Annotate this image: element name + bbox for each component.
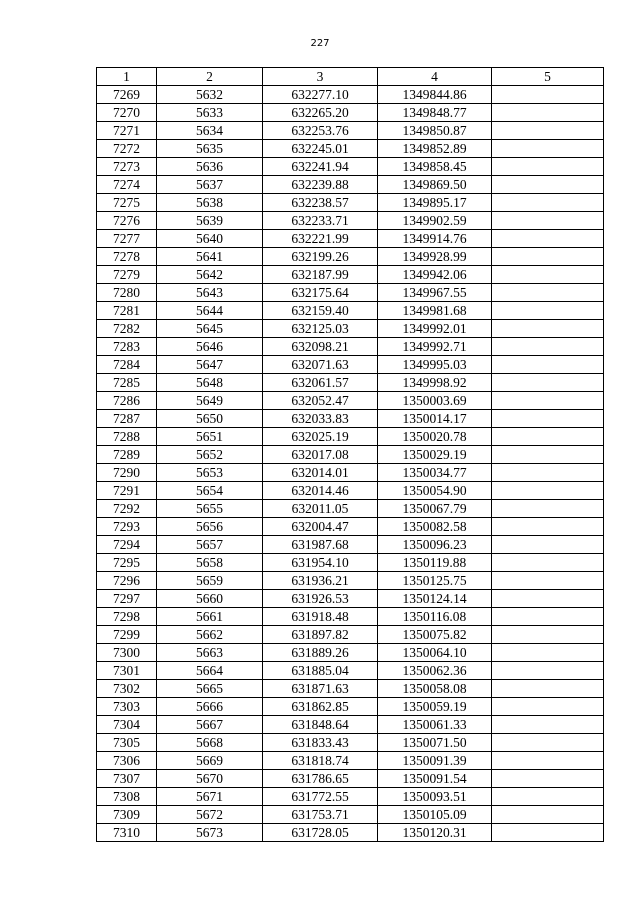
- table-cell-col-1: 7307: [97, 770, 157, 788]
- table-cell-col-1: 7305: [97, 734, 157, 752]
- table-row: [97, 500, 604, 518]
- table-cell-col-3: 631786.65: [263, 770, 378, 788]
- table-cell-col-4: 1350064.10: [378, 644, 492, 662]
- table-cell-col-1: 7306: [97, 752, 157, 770]
- table-cell-col-5: [492, 266, 604, 284]
- table-cell-col-1: 7292: [97, 500, 157, 518]
- table-cell-col-5: [492, 176, 604, 194]
- table-cell-col-4: 1350091.39: [378, 752, 492, 770]
- table-cell-col-4: 1350120.31: [378, 824, 492, 842]
- table-cell-col-2: 5654: [157, 482, 263, 500]
- table-cell-col-1: 7293: [97, 518, 157, 536]
- table-cell-col-3: 631936.21: [263, 572, 378, 590]
- table-row: [97, 248, 604, 266]
- table-cell-col-2: 5632: [157, 86, 263, 104]
- table-cell-col-2: 5647: [157, 356, 263, 374]
- table-cell-col-1: 7290: [97, 464, 157, 482]
- table-cell-col-3: 632098.21: [263, 338, 378, 356]
- table-cell-col-4: 1349992.71: [378, 338, 492, 356]
- table-row: [97, 806, 604, 824]
- table-cell-col-5: [492, 194, 604, 212]
- table-cell-col-3: 631871.63: [263, 680, 378, 698]
- table-cell-col-2: 5649: [157, 392, 263, 410]
- table-cell-col-1: 7274: [97, 176, 157, 194]
- table-cell-col-3: 632238.57: [263, 194, 378, 212]
- column-header-2: 2: [157, 68, 263, 86]
- table-cell-col-5: [492, 248, 604, 266]
- table-cell-col-5: [492, 302, 604, 320]
- table-cell-col-1: 7299: [97, 626, 157, 644]
- table-cell-col-2: 5639: [157, 212, 263, 230]
- table-row: [97, 320, 604, 338]
- table-cell-col-5: [492, 356, 604, 374]
- table-cell-col-5: [492, 392, 604, 410]
- table-cell-col-1: 7269: [97, 86, 157, 104]
- table-cell-col-4: 1349928.99: [378, 248, 492, 266]
- table-cell-col-2: 5643: [157, 284, 263, 302]
- table-cell-col-3: 631818.74: [263, 752, 378, 770]
- table-row: [97, 464, 604, 482]
- table-cell-col-5: [492, 428, 604, 446]
- table-row: [97, 590, 604, 608]
- table-cell-col-1: 7298: [97, 608, 157, 626]
- table-cell-col-2: 5653: [157, 464, 263, 482]
- table-cell-col-3: 632221.99: [263, 230, 378, 248]
- table-cell-col-4: 1350119.88: [378, 554, 492, 572]
- table-cell-col-5: [492, 122, 604, 140]
- table-cell-col-1: 7302: [97, 680, 157, 698]
- table-cell-col-2: 5665: [157, 680, 263, 698]
- table-cell-col-5: [492, 590, 604, 608]
- table-cell-col-3: 632199.26: [263, 248, 378, 266]
- table-cell-col-5: [492, 752, 604, 770]
- table-cell-col-1: 7279: [97, 266, 157, 284]
- table-cell-col-5: [492, 284, 604, 302]
- table-cell-col-2: 5667: [157, 716, 263, 734]
- table-cell-col-5: [492, 230, 604, 248]
- table-cell-col-4: 1349902.59: [378, 212, 492, 230]
- table-cell-col-3: 631728.05: [263, 824, 378, 842]
- table-cell-col-3: 632277.10: [263, 86, 378, 104]
- table-row: [97, 194, 604, 212]
- table-cell-col-3: 632004.47: [263, 518, 378, 536]
- table-cell-col-1: 7295: [97, 554, 157, 572]
- table-cell-col-2: 5669: [157, 752, 263, 770]
- table-cell-col-5: [492, 716, 604, 734]
- table-cell-col-5: [492, 536, 604, 554]
- table-cell-col-3: 632241.94: [263, 158, 378, 176]
- table-cell-col-1: 7297: [97, 590, 157, 608]
- table-cell-col-1: 7304: [97, 716, 157, 734]
- table-row: [97, 698, 604, 716]
- table-cell-col-5: [492, 518, 604, 536]
- table-header: [97, 68, 604, 86]
- table-cell-col-2: 5658: [157, 554, 263, 572]
- table-row: [97, 752, 604, 770]
- table-cell-col-5: [492, 572, 604, 590]
- table-cell-col-2: 5638: [157, 194, 263, 212]
- table-row: [97, 356, 604, 374]
- table-cell-col-4: 1349942.06: [378, 266, 492, 284]
- table-cell-col-4: 1349844.86: [378, 86, 492, 104]
- table-cell-col-4: 1350082.58: [378, 518, 492, 536]
- table-cell-col-5: [492, 104, 604, 122]
- table-cell-col-2: 5636: [157, 158, 263, 176]
- table-cell-col-3: 632033.83: [263, 410, 378, 428]
- table-row: [97, 392, 604, 410]
- column-header-3: 3: [263, 68, 378, 86]
- table-cell-col-2: 5670: [157, 770, 263, 788]
- table-cell-col-5: [492, 86, 604, 104]
- table-cell-col-2: 5644: [157, 302, 263, 320]
- table-cell-col-4: 1349981.68: [378, 302, 492, 320]
- table-cell-col-5: [492, 824, 604, 842]
- table-cell-col-1: 7272: [97, 140, 157, 158]
- table-row: [97, 86, 604, 104]
- table-row: [97, 266, 604, 284]
- table-cell-col-3: 631954.10: [263, 554, 378, 572]
- table-cell-col-2: 5651: [157, 428, 263, 446]
- table-cell-col-5: [492, 140, 604, 158]
- table-cell-col-1: 7309: [97, 806, 157, 824]
- table-cell-col-4: 1350014.17: [378, 410, 492, 428]
- table-row: [97, 680, 604, 698]
- table-cell-col-1: 7276: [97, 212, 157, 230]
- table-cell-col-1: 7282: [97, 320, 157, 338]
- table-cell-col-2: 5637: [157, 176, 263, 194]
- table-cell-col-4: 1350020.78: [378, 428, 492, 446]
- table-cell-col-1: 7275: [97, 194, 157, 212]
- table-row: [97, 572, 604, 590]
- table-cell-col-2: 5642: [157, 266, 263, 284]
- table-cell-col-5: [492, 410, 604, 428]
- table-cell-col-2: 5656: [157, 518, 263, 536]
- table-cell-col-5: [492, 806, 604, 824]
- table-cell-col-4: 1350116.08: [378, 608, 492, 626]
- table-cell-col-2: 5671: [157, 788, 263, 806]
- table-cell-col-4: 1349998.92: [378, 374, 492, 392]
- table-cell-col-3: 632245.01: [263, 140, 378, 158]
- table-cell-col-2: 5635: [157, 140, 263, 158]
- table-cell-col-5: [492, 446, 604, 464]
- table-row: [97, 284, 604, 302]
- table-cell-col-3: 632265.20: [263, 104, 378, 122]
- table-body: [97, 86, 604, 842]
- table-cell-col-1: 7289: [97, 446, 157, 464]
- table-cell-col-3: 632125.03: [263, 320, 378, 338]
- table-cell-col-1: 7280: [97, 284, 157, 302]
- table-cell-col-3: 632187.99: [263, 266, 378, 284]
- table-cell-col-1: 7300: [97, 644, 157, 662]
- table-cell-col-5: [492, 554, 604, 572]
- table-row: [97, 518, 604, 536]
- table-row: [97, 482, 604, 500]
- table-cell-col-5: [492, 320, 604, 338]
- table-cell-col-1: 7287: [97, 410, 157, 428]
- table-cell-col-5: [492, 212, 604, 230]
- table-cell-col-3: 631772.55: [263, 788, 378, 806]
- table-cell-col-1: 7284: [97, 356, 157, 374]
- header-row: [97, 68, 604, 86]
- table-cell-col-1: 7310: [97, 824, 157, 842]
- table-cell-col-1: 7288: [97, 428, 157, 446]
- table-row: [97, 140, 604, 158]
- table-row: [97, 626, 604, 644]
- table-cell-col-1: 7308: [97, 788, 157, 806]
- table-cell-col-3: 631862.85: [263, 698, 378, 716]
- table-cell-col-3: 632025.19: [263, 428, 378, 446]
- table-cell-col-2: 5661: [157, 608, 263, 626]
- table-cell-col-3: 632159.40: [263, 302, 378, 320]
- table-cell-col-5: [492, 644, 604, 662]
- table-row: [97, 824, 604, 842]
- table-cell-col-4: 1349848.77: [378, 104, 492, 122]
- column-header-1: 1: [97, 68, 157, 86]
- table-cell-col-4: 1350125.75: [378, 572, 492, 590]
- table-cell-col-3: 631987.68: [263, 536, 378, 554]
- table-row: [97, 608, 604, 626]
- table-row: [97, 176, 604, 194]
- table-cell-col-5: [492, 770, 604, 788]
- table-cell-col-2: 5655: [157, 500, 263, 518]
- table-cell-col-2: 5650: [157, 410, 263, 428]
- table-cell-col-1: 7271: [97, 122, 157, 140]
- table-cell-col-4: 1349869.50: [378, 176, 492, 194]
- table-cell-col-4: 1349914.76: [378, 230, 492, 248]
- table-cell-col-1: 7286: [97, 392, 157, 410]
- table-cell-col-2: 5664: [157, 662, 263, 680]
- table-cell-col-4: 1350091.54: [378, 770, 492, 788]
- table-row: [97, 338, 604, 356]
- table-cell-col-3: 632253.76: [263, 122, 378, 140]
- table-row: [97, 770, 604, 788]
- table-cell-col-4: 1350093.51: [378, 788, 492, 806]
- table-row: [97, 662, 604, 680]
- table-row: [97, 428, 604, 446]
- table-cell-col-4: 1350003.69: [378, 392, 492, 410]
- table-cell-col-3: 632011.05: [263, 500, 378, 518]
- table-cell-col-3: 632017.08: [263, 446, 378, 464]
- table-cell-col-5: [492, 734, 604, 752]
- table-cell-col-3: 632071.63: [263, 356, 378, 374]
- table-cell-col-4: 1350096.23: [378, 536, 492, 554]
- page-number: 227: [310, 38, 330, 49]
- table-cell-col-5: [492, 482, 604, 500]
- table-cell-col-3: 632014.01: [263, 464, 378, 482]
- table-cell-col-4: 1350054.90: [378, 482, 492, 500]
- table-cell-col-1: 7296: [97, 572, 157, 590]
- table-cell-col-5: [492, 662, 604, 680]
- table-cell-col-2: 5652: [157, 446, 263, 464]
- table-row: [97, 716, 604, 734]
- table-cell-col-3: 632052.47: [263, 392, 378, 410]
- table-cell-col-3: 631926.53: [263, 590, 378, 608]
- table-row: [97, 554, 604, 572]
- table-cell-col-5: [492, 626, 604, 644]
- table-cell-col-2: 5634: [157, 122, 263, 140]
- table-cell-col-5: [492, 608, 604, 626]
- table-cell-col-3: 631848.64: [263, 716, 378, 734]
- table-row: [97, 230, 604, 248]
- table-cell-col-2: 5657: [157, 536, 263, 554]
- table-cell-col-4: 1350105.09: [378, 806, 492, 824]
- table-cell-col-5: [492, 680, 604, 698]
- table-cell-col-2: 5659: [157, 572, 263, 590]
- coordinates-table: [96, 67, 604, 842]
- table-cell-col-1: 7294: [97, 536, 157, 554]
- table-cell-col-4: 1350124.14: [378, 590, 492, 608]
- table-cell-col-3: 631753.71: [263, 806, 378, 824]
- table-cell-col-4: 1350067.79: [378, 500, 492, 518]
- table-cell-col-4: 1350058.08: [378, 680, 492, 698]
- table-cell-col-3: 631833.43: [263, 734, 378, 752]
- table-cell-col-1: 7270: [97, 104, 157, 122]
- table-cell-col-5: [492, 374, 604, 392]
- table-cell-col-2: 5662: [157, 626, 263, 644]
- table-cell-col-2: 5672: [157, 806, 263, 824]
- table-cell-col-1: 7277: [97, 230, 157, 248]
- table-cell-col-3: 632233.71: [263, 212, 378, 230]
- table-row: [97, 734, 604, 752]
- table-row: [97, 410, 604, 428]
- table-cell-col-2: 5640: [157, 230, 263, 248]
- table-cell-col-3: 631897.82: [263, 626, 378, 644]
- table-cell-col-5: [492, 788, 604, 806]
- table-cell-col-5: [492, 338, 604, 356]
- table-cell-col-4: 1349852.89: [378, 140, 492, 158]
- table-cell-col-2: 5633: [157, 104, 263, 122]
- table-row: [97, 536, 604, 554]
- table-cell-col-2: 5668: [157, 734, 263, 752]
- table-cell-col-3: 632014.46: [263, 482, 378, 500]
- table-cell-col-4: 1349995.03: [378, 356, 492, 374]
- table-cell-col-4: 1349858.45: [378, 158, 492, 176]
- table-cell-col-3: 632061.57: [263, 374, 378, 392]
- table-cell-col-2: 5648: [157, 374, 263, 392]
- table-cell-col-4: 1350059.19: [378, 698, 492, 716]
- table-row: [97, 788, 604, 806]
- table-cell-col-4: 1349850.87: [378, 122, 492, 140]
- table-cell-col-4: 1350029.19: [378, 446, 492, 464]
- table-cell-col-2: 5673: [157, 824, 263, 842]
- table-row: [97, 104, 604, 122]
- table-cell-col-4: 1350062.36: [378, 662, 492, 680]
- table-cell-col-2: 5666: [157, 698, 263, 716]
- table-row: [97, 446, 604, 464]
- table-cell-col-3: 631918.48: [263, 608, 378, 626]
- column-header-5: 5: [492, 68, 604, 86]
- table-cell-col-4: 1350034.77: [378, 464, 492, 482]
- column-header-4: 4: [378, 68, 492, 86]
- table-cell-col-3: 632175.64: [263, 284, 378, 302]
- table-cell-col-2: 5646: [157, 338, 263, 356]
- table-row: [97, 158, 604, 176]
- table-cell-col-5: [492, 158, 604, 176]
- table-cell-col-1: 7281: [97, 302, 157, 320]
- table-cell-col-4: 1349895.17: [378, 194, 492, 212]
- table-cell-col-1: 7291: [97, 482, 157, 500]
- table-cell-col-4: 1350071.50: [378, 734, 492, 752]
- table-cell-col-3: 631885.04: [263, 662, 378, 680]
- table-row: [97, 374, 604, 392]
- table-cell-col-3: 631889.26: [263, 644, 378, 662]
- table-cell-col-1: 7283: [97, 338, 157, 356]
- table-cell-col-5: [492, 464, 604, 482]
- table-cell-col-4: 1349967.55: [378, 284, 492, 302]
- table-cell-col-1: 7278: [97, 248, 157, 266]
- table-cell-col-2: 5641: [157, 248, 263, 266]
- table-cell-col-4: 1350061.33: [378, 716, 492, 734]
- table-row: [97, 122, 604, 140]
- table-cell-col-3: 632239.88: [263, 176, 378, 194]
- table-cell-col-1: 7285: [97, 374, 157, 392]
- table-cell-col-2: 5663: [157, 644, 263, 662]
- table-cell-col-2: 5645: [157, 320, 263, 338]
- table-row: [97, 212, 604, 230]
- table-row: [97, 302, 604, 320]
- table-cell-col-4: 1350075.82: [378, 626, 492, 644]
- table-cell-col-1: 7301: [97, 662, 157, 680]
- table-row: [97, 644, 604, 662]
- table-cell-col-4: 1349992.01: [378, 320, 492, 338]
- table-cell-col-2: 5660: [157, 590, 263, 608]
- table-cell-col-1: 7273: [97, 158, 157, 176]
- table-cell-col-5: [492, 500, 604, 518]
- table-cell-col-1: 7303: [97, 698, 157, 716]
- table-cell-col-5: [492, 698, 604, 716]
